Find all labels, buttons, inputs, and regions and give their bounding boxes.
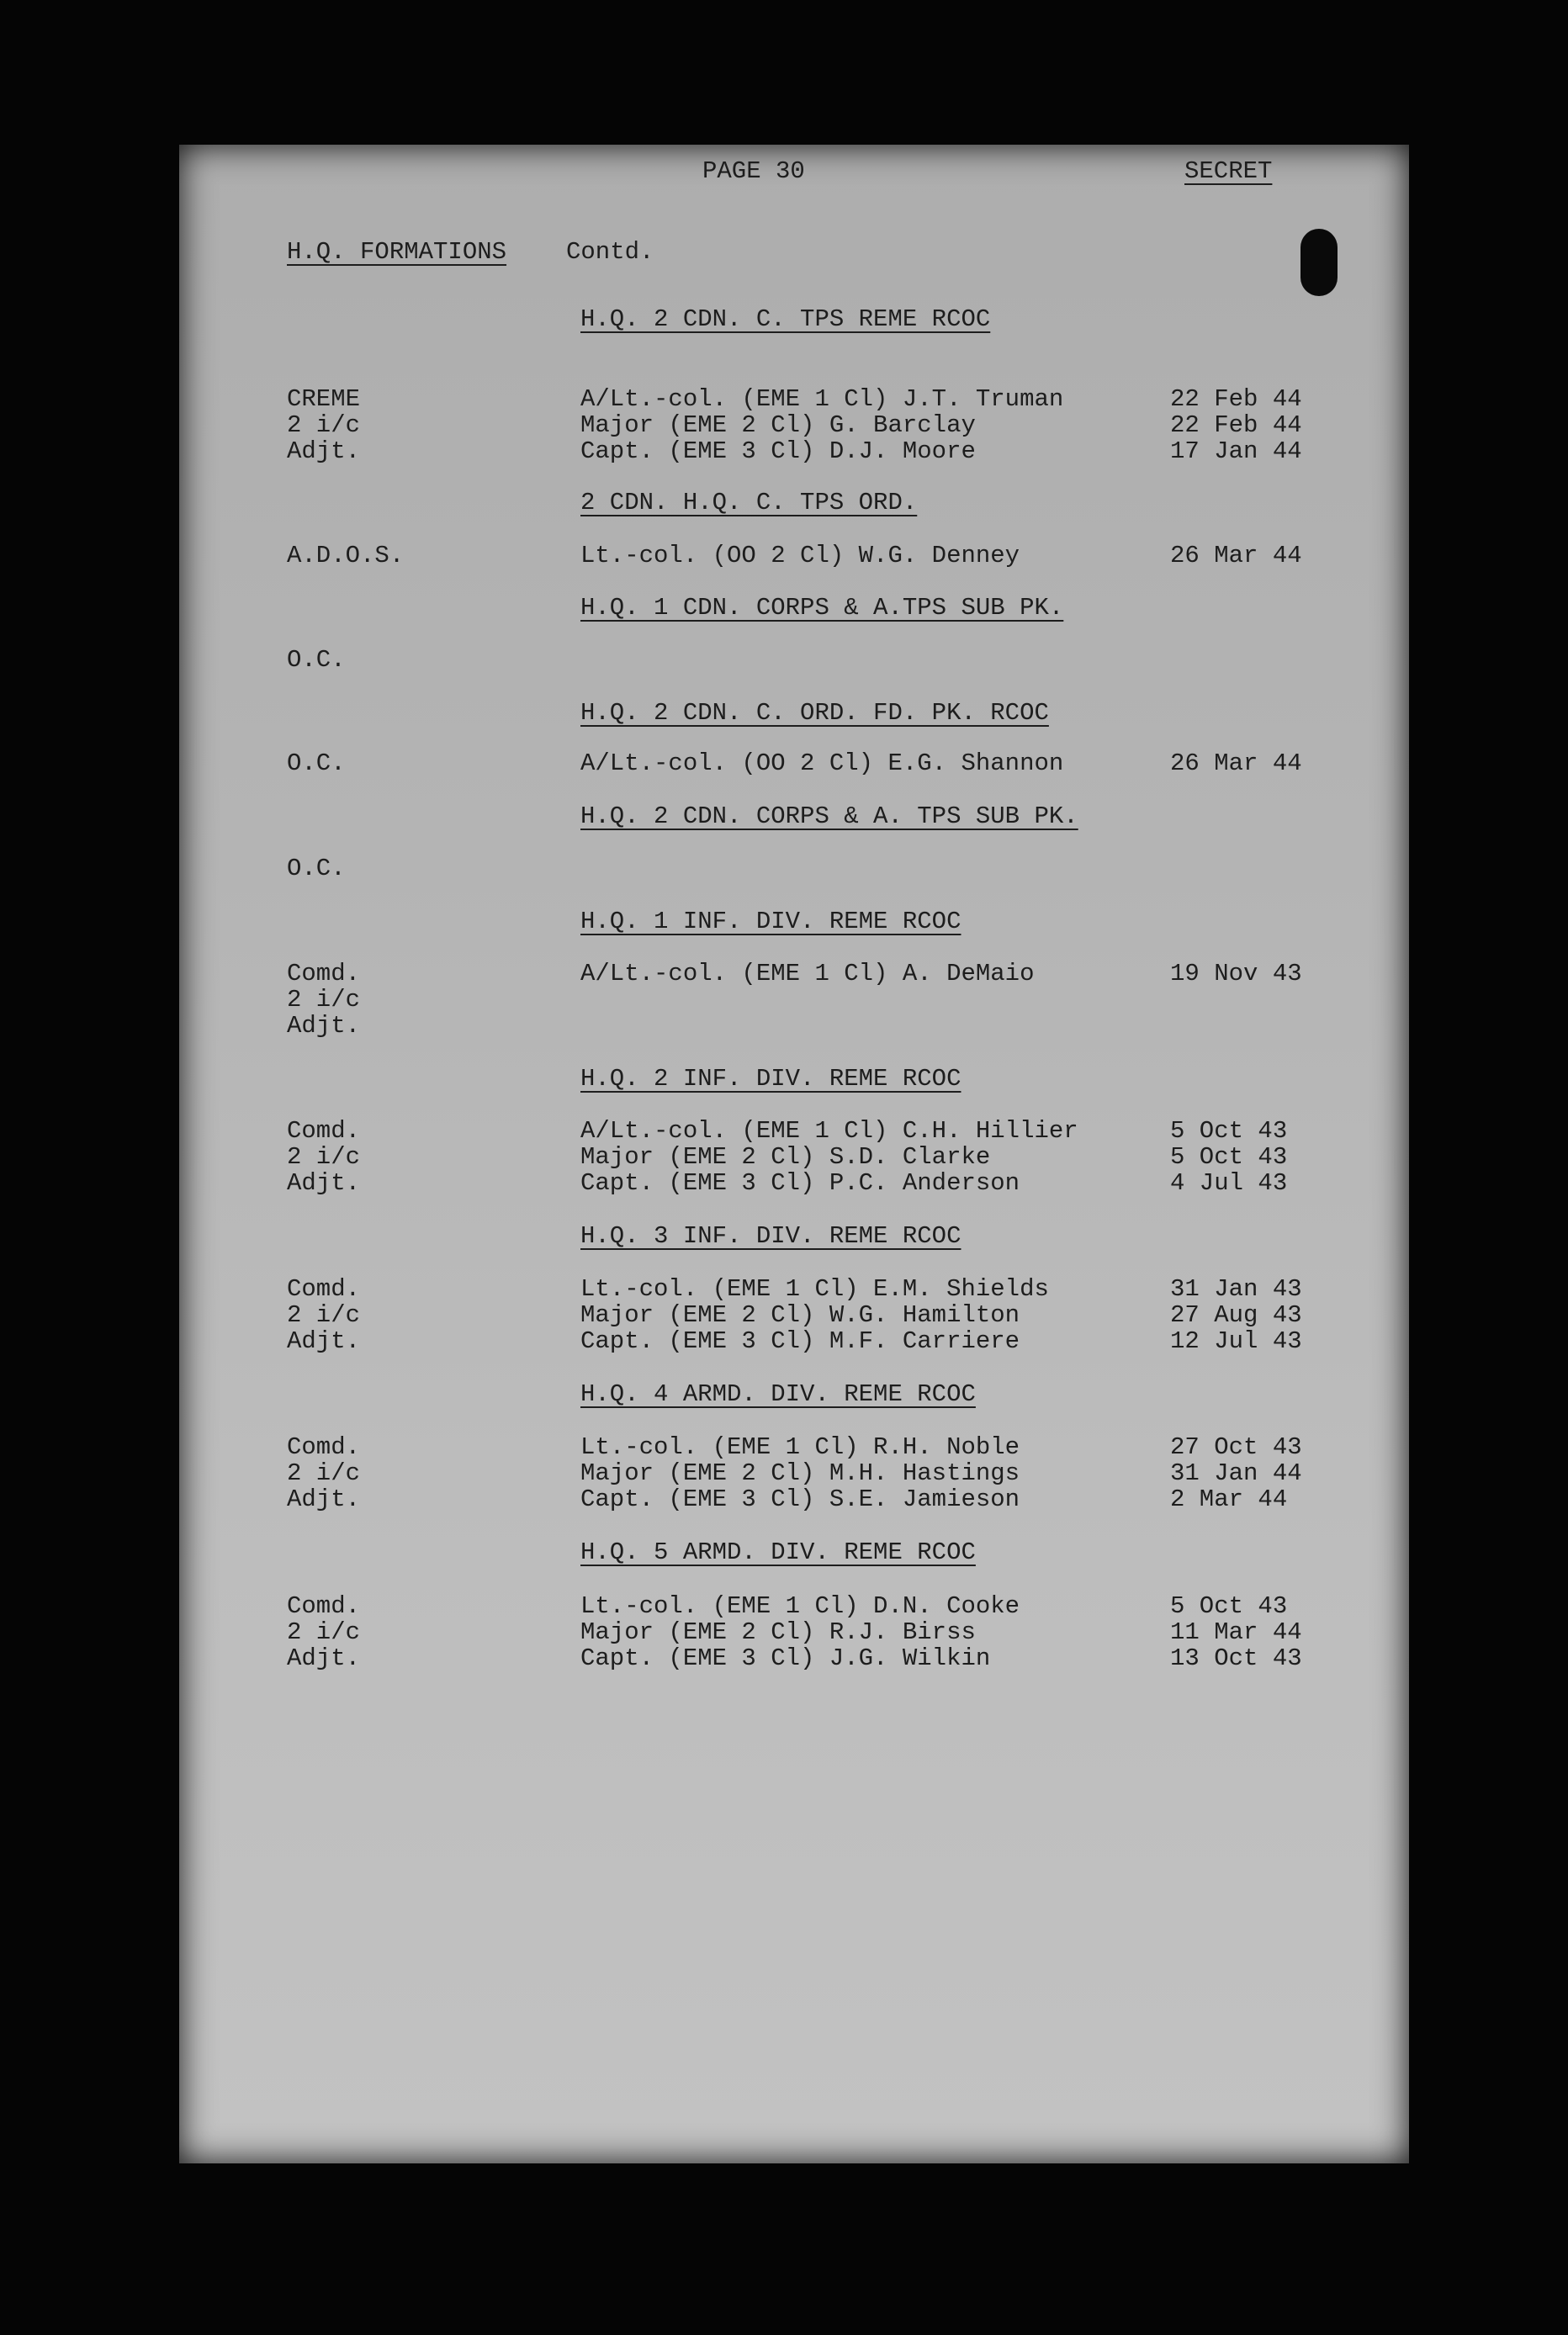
punch-hole xyxy=(1300,229,1338,296)
officer-name: Capt. (EME 3 Cl) P.C. Anderson xyxy=(580,1169,1020,1197)
officer-name: Major (EME 2 Cl) M.H. Hastings xyxy=(580,1459,1020,1487)
appointment-date: 22 Feb 44 xyxy=(1170,411,1302,439)
role-label: 2 i/c xyxy=(287,1618,361,1646)
role-label: Adjt. xyxy=(287,1327,361,1355)
officer-name: Lt.-col. (EME 1 Cl) E.M. Shields xyxy=(580,1275,1049,1303)
appointment-date: 31 Jan 44 xyxy=(1170,1459,1302,1487)
officer-name: Capt. (EME 3 Cl) S.E. Jamieson xyxy=(580,1485,1020,1513)
appointment-date: 31 Jan 43 xyxy=(1170,1275,1302,1303)
section-heading: 2 CDN. H.Q. C. TPS ORD. xyxy=(580,489,918,516)
role-label: Adjt. xyxy=(287,1169,361,1197)
role-label: Comd. xyxy=(287,960,361,987)
page-number: PAGE 30 xyxy=(702,157,805,185)
officer-name: A/Lt.-col. (EME 1 Cl) J.T. Truman xyxy=(580,385,1064,413)
appointment-date: 27 Oct 43 xyxy=(1170,1433,1302,1461)
officer-name: Capt. (EME 3 Cl) D.J. Moore xyxy=(580,437,976,465)
officer-name: A/Lt.-col. (OO 2 Cl) E.G. Shannon xyxy=(580,749,1064,777)
officer-name: A/Lt.-col. (EME 1 Cl) A. DeMaio xyxy=(580,960,1035,987)
officer-name: Lt.-col. (OO 2 Cl) W.G. Denney xyxy=(580,542,1020,569)
role-label: Comd. xyxy=(287,1275,361,1303)
appointment-date: 13 Oct 43 xyxy=(1170,1644,1302,1672)
appointment-date: 4 Jul 43 xyxy=(1170,1169,1288,1197)
role-label: Comd. xyxy=(287,1433,361,1461)
role-label: Adjt. xyxy=(287,1485,361,1513)
role-label: CREME xyxy=(287,385,361,413)
appointment-date: 5 Oct 43 xyxy=(1170,1592,1288,1620)
role-label: Adjt. xyxy=(287,1644,361,1672)
appointment-date: 17 Jan 44 xyxy=(1170,437,1302,465)
officer-name: Capt. (EME 3 Cl) J.G. Wilkin xyxy=(580,1644,991,1672)
officer-name: A/Lt.-col. (EME 1 Cl) C.H. Hillier xyxy=(580,1117,1078,1145)
role-label: O.C. xyxy=(287,855,346,882)
section-heading: H.Q. 1 CDN. CORPS & A.TPS SUB PK. xyxy=(580,594,1064,622)
section-heading: H.Q. 2 INF. DIV. REME RCOC xyxy=(580,1065,961,1093)
role-label: 2 i/c xyxy=(287,986,361,1014)
role-label: 2 i/c xyxy=(287,411,361,439)
appointment-date: 27 Aug 43 xyxy=(1170,1301,1302,1329)
role-label: 2 i/c xyxy=(287,1301,361,1329)
appointment-date: 11 Mar 44 xyxy=(1170,1618,1302,1646)
officer-name: Major (EME 2 Cl) W.G. Hamilton xyxy=(580,1301,1020,1329)
officer-name: Major (EME 2 Cl) S.D. Clarke xyxy=(580,1143,991,1171)
officer-name: Capt. (EME 3 Cl) M.F. Carriere xyxy=(580,1327,1020,1355)
role-label: Comd. xyxy=(287,1592,361,1620)
officer-name: Lt.-col. (EME 1 Cl) R.H. Noble xyxy=(580,1433,1020,1461)
appointment-date: 26 Mar 44 xyxy=(1170,749,1302,777)
role-label: 2 i/c xyxy=(287,1459,361,1487)
appointment-date: 26 Mar 44 xyxy=(1170,542,1302,569)
section-heading: H.Q. 2 CDN. C. ORD. FD. PK. RCOC xyxy=(580,699,1049,727)
section-heading: H.Q. 2 CDN. C. TPS REME RCOC xyxy=(580,305,991,333)
role-label: A.D.O.S. xyxy=(287,542,405,569)
officer-name: Major (EME 2 Cl) G. Barclay xyxy=(580,411,976,439)
role-label: O.C. xyxy=(287,646,346,674)
document-page xyxy=(179,145,1409,2163)
appointment-date: 12 Jul 43 xyxy=(1170,1327,1302,1355)
section-heading: H.Q. 1 INF. DIV. REME RCOC xyxy=(580,908,961,935)
section-heading: H.Q. 3 INF. DIV. REME RCOC xyxy=(580,1222,961,1250)
appointment-date: 5 Oct 43 xyxy=(1170,1143,1288,1171)
appointment-date: 5 Oct 43 xyxy=(1170,1117,1288,1145)
role-label: Adjt. xyxy=(287,1012,361,1040)
appointment-date: 22 Feb 44 xyxy=(1170,385,1302,413)
role-label: O.C. xyxy=(287,749,346,777)
officer-name: Major (EME 2 Cl) R.J. Birss xyxy=(580,1618,976,1646)
title-contd: Contd. xyxy=(566,238,654,266)
section-heading: H.Q. 2 CDN. CORPS & A. TPS SUB PK. xyxy=(580,802,1078,830)
role-label: Adjt. xyxy=(287,437,361,465)
section-heading: H.Q. 4 ARMD. DIV. REME RCOC xyxy=(580,1380,976,1408)
document-title: H.Q. FORMATIONS xyxy=(287,238,507,266)
role-label: 2 i/c xyxy=(287,1143,361,1171)
classification-marking: SECRET xyxy=(1184,157,1273,185)
appointment-date: 2 Mar 44 xyxy=(1170,1485,1288,1513)
role-label: Comd. xyxy=(287,1117,361,1145)
officer-name: Lt.-col. (EME 1 Cl) D.N. Cooke xyxy=(580,1592,1020,1620)
appointment-date: 19 Nov 43 xyxy=(1170,960,1302,987)
section-heading: H.Q. 5 ARMD. DIV. REME RCOC xyxy=(580,1538,976,1566)
